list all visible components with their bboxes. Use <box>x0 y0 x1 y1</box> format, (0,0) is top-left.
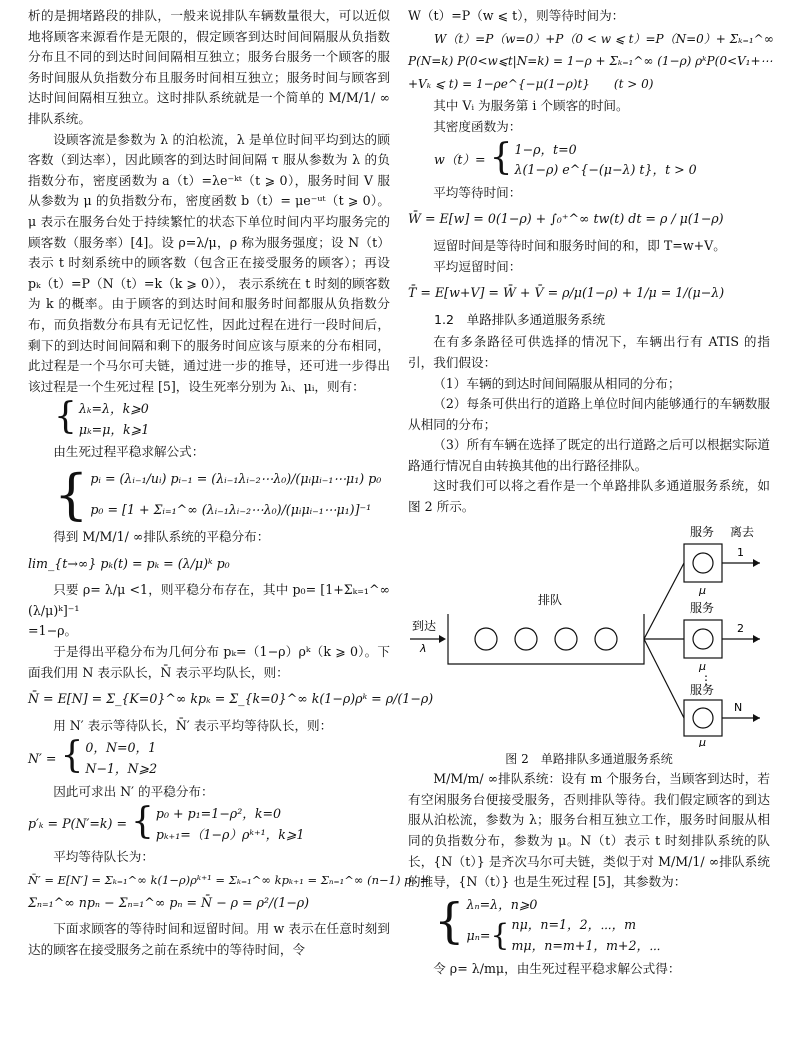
server-circle <box>693 708 713 728</box>
ellipsis: ⋮ <box>700 672 712 687</box>
equation-line: 0，N=0，1 <box>85 740 157 756</box>
figure-2-queue-diagram <box>408 522 770 747</box>
equation-line: μₖ=μ，k⩾1 <box>78 421 150 437</box>
paragraph: 由生死过程平稳求解公式： <box>53 444 205 460</box>
equation-line: nμ，n=1，2，⋯，m <box>511 917 637 933</box>
figure-caption: 图 2 单路排队多通道服务系统 <box>505 751 673 766</box>
queue-customer <box>595 628 617 650</box>
equation: lim_{t→∞} pₖ(t) = pₖ = (λ/μ)ᵏ p₀ <box>28 555 230 571</box>
server-box <box>684 700 722 736</box>
server-box <box>684 544 722 582</box>
equation: N̄ = E[N] = Σ_{K=0}^∞ kpₖ = Σ_{k=0}^∞ k(1−ρ)ρᵏ = ρ/(1−ρ) <box>28 691 434 707</box>
paragraph: 于是得出平稳分布为几何分布 pₖ=（1−ρ）ρᵏ（k ⩾ 0）。下面我们用 N 表示队长，N̄ 表示平均队长，则： <box>28 644 390 680</box>
mu-label: μ <box>699 659 706 673</box>
equation-wait-density: w（t）= { 1−ρ，t=0 λ(1−ρ) e^{−(μ−λ) t}，t > 0 <box>434 140 770 181</box>
route-line <box>644 639 684 718</box>
paragraph: 下面求顾客的等待时间和逗留时间。用 w 表示在任意时刻到达的顾客在接受服务之前在系统中的等待时间，令 <box>28 921 390 957</box>
queue-customer <box>555 628 577 650</box>
mu-label: μ <box>699 735 706 747</box>
route-line <box>644 563 684 639</box>
paragraph: 其密度函数为： <box>433 118 522 134</box>
paragraph: 设顾客流是参数为 λ 的泊松流，λ 是单位时间平均到达的顾客数（到达率），因此顾客的到达时间间隔 τ 服从参数为 λ 的负指数分布，密度函数为 a（t）=λe⁻ᵏᵗ（t ⩾ 0），服务时间 V 服从参数为 μ 的负指数分布，密度函数 b（t）= μe⁻ᵘᵗ（t ⩾ 0）。μ 表示在服务台处于持续繁忙的状态下单位时间内平均服务完的顾客数（服务率）[4]。设 ρ=λ/μ，ρ 称为服务强度；设 N（t）表示 t 时刻系统中的顾客数（包含正在接受服务的顾客）；再设 pₖ（t）=P（N（t）=k（k ⩾ 0））， 表示系统在 t 时刻的顾客数为 k 的概率。由于顾客的到达时间和服务时间都服从负指数分布，而负指数分布具有无记忆性，因此过程在进行一段时间后，剩下的到达时间间隔和剩下的服务时间应该与原来的分布相同，此过程是一个马尔可夫链，通过进一步的推导，还可进一步得出该过程是一个生死过程 [5]，设生死率分别为 λᵢ、μᵢ，则有： <box>28 131 390 394</box>
equation-line: λₙ=λ，n⩾0 <box>466 896 538 912</box>
right-column <box>408 6 774 979</box>
paragraph: 只要 ρ= λ/μ <1，则平稳分布存在，其中 p₀= [1+Σₖ₌₁^∞ (λ/μ)ᵏ]⁻¹ <box>28 582 390 618</box>
paragraph: =1−ρ。 <box>28 623 78 639</box>
paragraph: M/M/m/ ∞排队系统：设有 m 个服务台，当顾客到达时，若有空闲服务台便接受服务，否则排队等待。我们假定顾客的到达服从泊松流，参数为 λ；服务台相互独立工作，服务时间服从相同的负指数分布，参数为 μ。N（t）表示 t 时刻排队系统的队长，{N（t）} 是齐次马尔可夫链，类似于对 M/M/1/ ∞排队系统的推导，{N（t）} 也是生死过程 [5]，其参数为： <box>408 771 770 890</box>
paragraph: 这时我们可以将之看作是一个单路排队多通道服务系统，如图 2 所示。 <box>408 478 770 515</box>
equation: +Vₖ ⩽ t) = 1−ρe^{−μ(1−ρ)t} (t > 0) <box>408 76 654 91</box>
section-heading: 1.2 单路排队多通道服务系统 <box>434 311 606 327</box>
equation: W̄ = E[w] = 0(1−ρ) + ∫₀⁺^∞ tw(t) dt = ρ / μ(1−ρ) <box>408 211 724 227</box>
equation-line: pₖ₊₁=（1−ρ）ρᵏ⁺¹，k⩾1 <box>155 826 305 842</box>
label-arrive: 到达 <box>412 618 437 633</box>
equation-line: N−1，N⩾2 <box>85 761 158 776</box>
equation-line: λ(1−ρ) e^{−(μ−λ) t}，t > 0 <box>514 162 697 178</box>
lambda-label: λ <box>420 641 427 655</box>
paragraph: 析的是拥堵路段的排队，一般来说排队车辆数量很大，可以近似地将顾客来源看作是无限的，假定顾客到达时间间隔服从负指数分布且不同的到达时间间隔相互独立；服务台服务一个顾客的服务时间服从负指数分布且服务时间相互独立；服务时间与顾客到达时间间隔相互独立。这时排队系统就是一个简单的 M/M/1/ ∞排队系统。 <box>28 8 390 126</box>
paragraph: 因此可求出 N′ 的平稳分布： <box>53 783 214 799</box>
mu-label: μ <box>699 583 706 597</box>
paragraph: （2）每条可供出行的道路上单位时间内能够通行的车辆数服从相同的分布； <box>408 396 770 432</box>
equation-stationary-formula: { pᵢ = (λᵢ₋₁/uᵢ) pᵢ₋₁ = (λᵢ₋₁λᵢ₋₂⋯λ₀)/(μᵢμᵢ₋₁⋯μ₁) p₀ p₀ = [1 + Σᵢ₌₁^∞ (λᵢ₋₁λᵢ₋₂⋯λ₀)/(μᵢμᵢ₋₁⋯μ₁)]⁻¹ <box>54 463 382 527</box>
paragraph: W（t）=P（w ⩽ t），则等待时间为： <box>408 8 625 23</box>
exit-label: 2 <box>737 621 744 635</box>
equation: Σₙ₌₁^∞ npₙ − Σₙ₌₁^∞ pₙ = N̄ − ρ = ρ²/(1−ρ) <box>28 894 310 910</box>
equation-line: λₖ=λ，k⩾0 <box>78 401 149 417</box>
paragraph: 平均等待时间： <box>433 184 522 200</box>
paragraph: 其中 Vᵢ 为服务第 i 个顾客的时间。 <box>433 98 629 114</box>
exit-label: 1 <box>737 545 744 559</box>
queue-customer <box>475 628 497 650</box>
paragraph: （3）所有车辆在选择了既定的出行道路之后可以根据实际道路通行情况自由转换其他的出行路径排队。 <box>408 437 770 473</box>
paragraph: 逗留时间是等待时间和服务时间的和，即 T=w+V。 <box>433 237 726 253</box>
label-service: 服务 <box>690 524 715 539</box>
paragraph: 得到 M/M/1/ ∞排队系统的平稳分布： <box>53 529 270 545</box>
equation-line: p₀ = [1 + Σᵢ₌₁^∞ (λᵢ₋₁λᵢ₋₂⋯λ₀)/(μᵢμᵢ₋₁⋯μ₁)]⁻¹ <box>90 502 372 518</box>
equation-mmm-rates: { λₙ=λ，n⩾0 μₙ= { nμ，n=1，2，⋯，m mμ，n=m+1，m+2，⋯ <box>434 895 770 957</box>
paragraph: 平均等待队长为： <box>53 849 154 865</box>
label-leave: 离去 <box>730 524 755 539</box>
queue-customer <box>515 628 537 650</box>
server-circle <box>693 553 713 573</box>
equation-line: pᵢ = (λᵢ₋₁/uᵢ) pᵢ₋₁ = (λᵢ₋₁λᵢ₋₂⋯λ₀)/(μᵢμᵢ₋₁⋯μ₁) p₀ <box>90 471 382 487</box>
paragraph: 令 ρ= λ/mμ，由生死过程平稳求解公式得： <box>433 960 681 976</box>
label-service: 服务 <box>690 600 715 615</box>
label-queue: 排队 <box>538 592 563 607</box>
exit-label: N <box>734 700 743 714</box>
paragraph: 平均逗留时间： <box>433 258 522 274</box>
server-box <box>684 620 722 658</box>
paragraph: 在有多条路径可供选择的情况下，车辆出行有 ATIS 的指引，我们假设： <box>408 334 770 370</box>
equation-line: p₀ + p₁=1−ρ²，k=0 <box>155 806 282 822</box>
equation-line: mμ，n=m+1，m+2，⋯ <box>511 938 661 953</box>
paragraph: （1）车辆的到达时间间隔服从相同的分布； <box>433 375 681 391</box>
equation: W（t）=P（w=0）+P（0 < w ⩽ t）=P（N=0）+ Σₖ₌₁^∞ <box>434 31 774 46</box>
equation-waiting-distribution: p′ₖ = P(N′=k) = { p₀ + p₁=1−ρ²，k=0 pₖ₊₁=（1−ρ）ρᵏ⁺¹，k⩾1 <box>28 804 390 845</box>
label-service: 服务 <box>690 682 715 697</box>
equation: T̄ = E[w+V] = W̄ + V̄ = ρ/μ(1−ρ) + 1/μ = 1/(μ−λ) <box>408 285 725 301</box>
equation-waiting-queue: N′ = { 0，N=0，1 N−1，N⩾2 <box>28 738 390 779</box>
equation: P(N=k) P(0<w⩽t|N=k) = 1−ρ + Σₖ₌₁^∞ (1−ρ) ρᵏP(0<V₁+⋯ <box>408 54 773 69</box>
equation: N̄′ = E[N′] = Σₖ₌₁^∞ k(1−ρ)ρᵏ⁺¹ = Σₖ₌₁^∞ kpₖ₊₁ = Σₙ₌₁^∞ (n−1) pₙ = <box>28 872 430 887</box>
paragraph: 用 N′ 表示等待队长，N̄′ 表示平均等待队长，则： <box>53 717 333 733</box>
left-column <box>28 6 434 960</box>
equation-line: 1−ρ，t=0 <box>514 141 577 157</box>
queue-channel <box>448 614 644 664</box>
equation-birth-death-rates: { λₖ=λ，k⩾0 μₖ=μ，k⩾1 <box>54 399 390 440</box>
server-circle <box>693 629 713 649</box>
